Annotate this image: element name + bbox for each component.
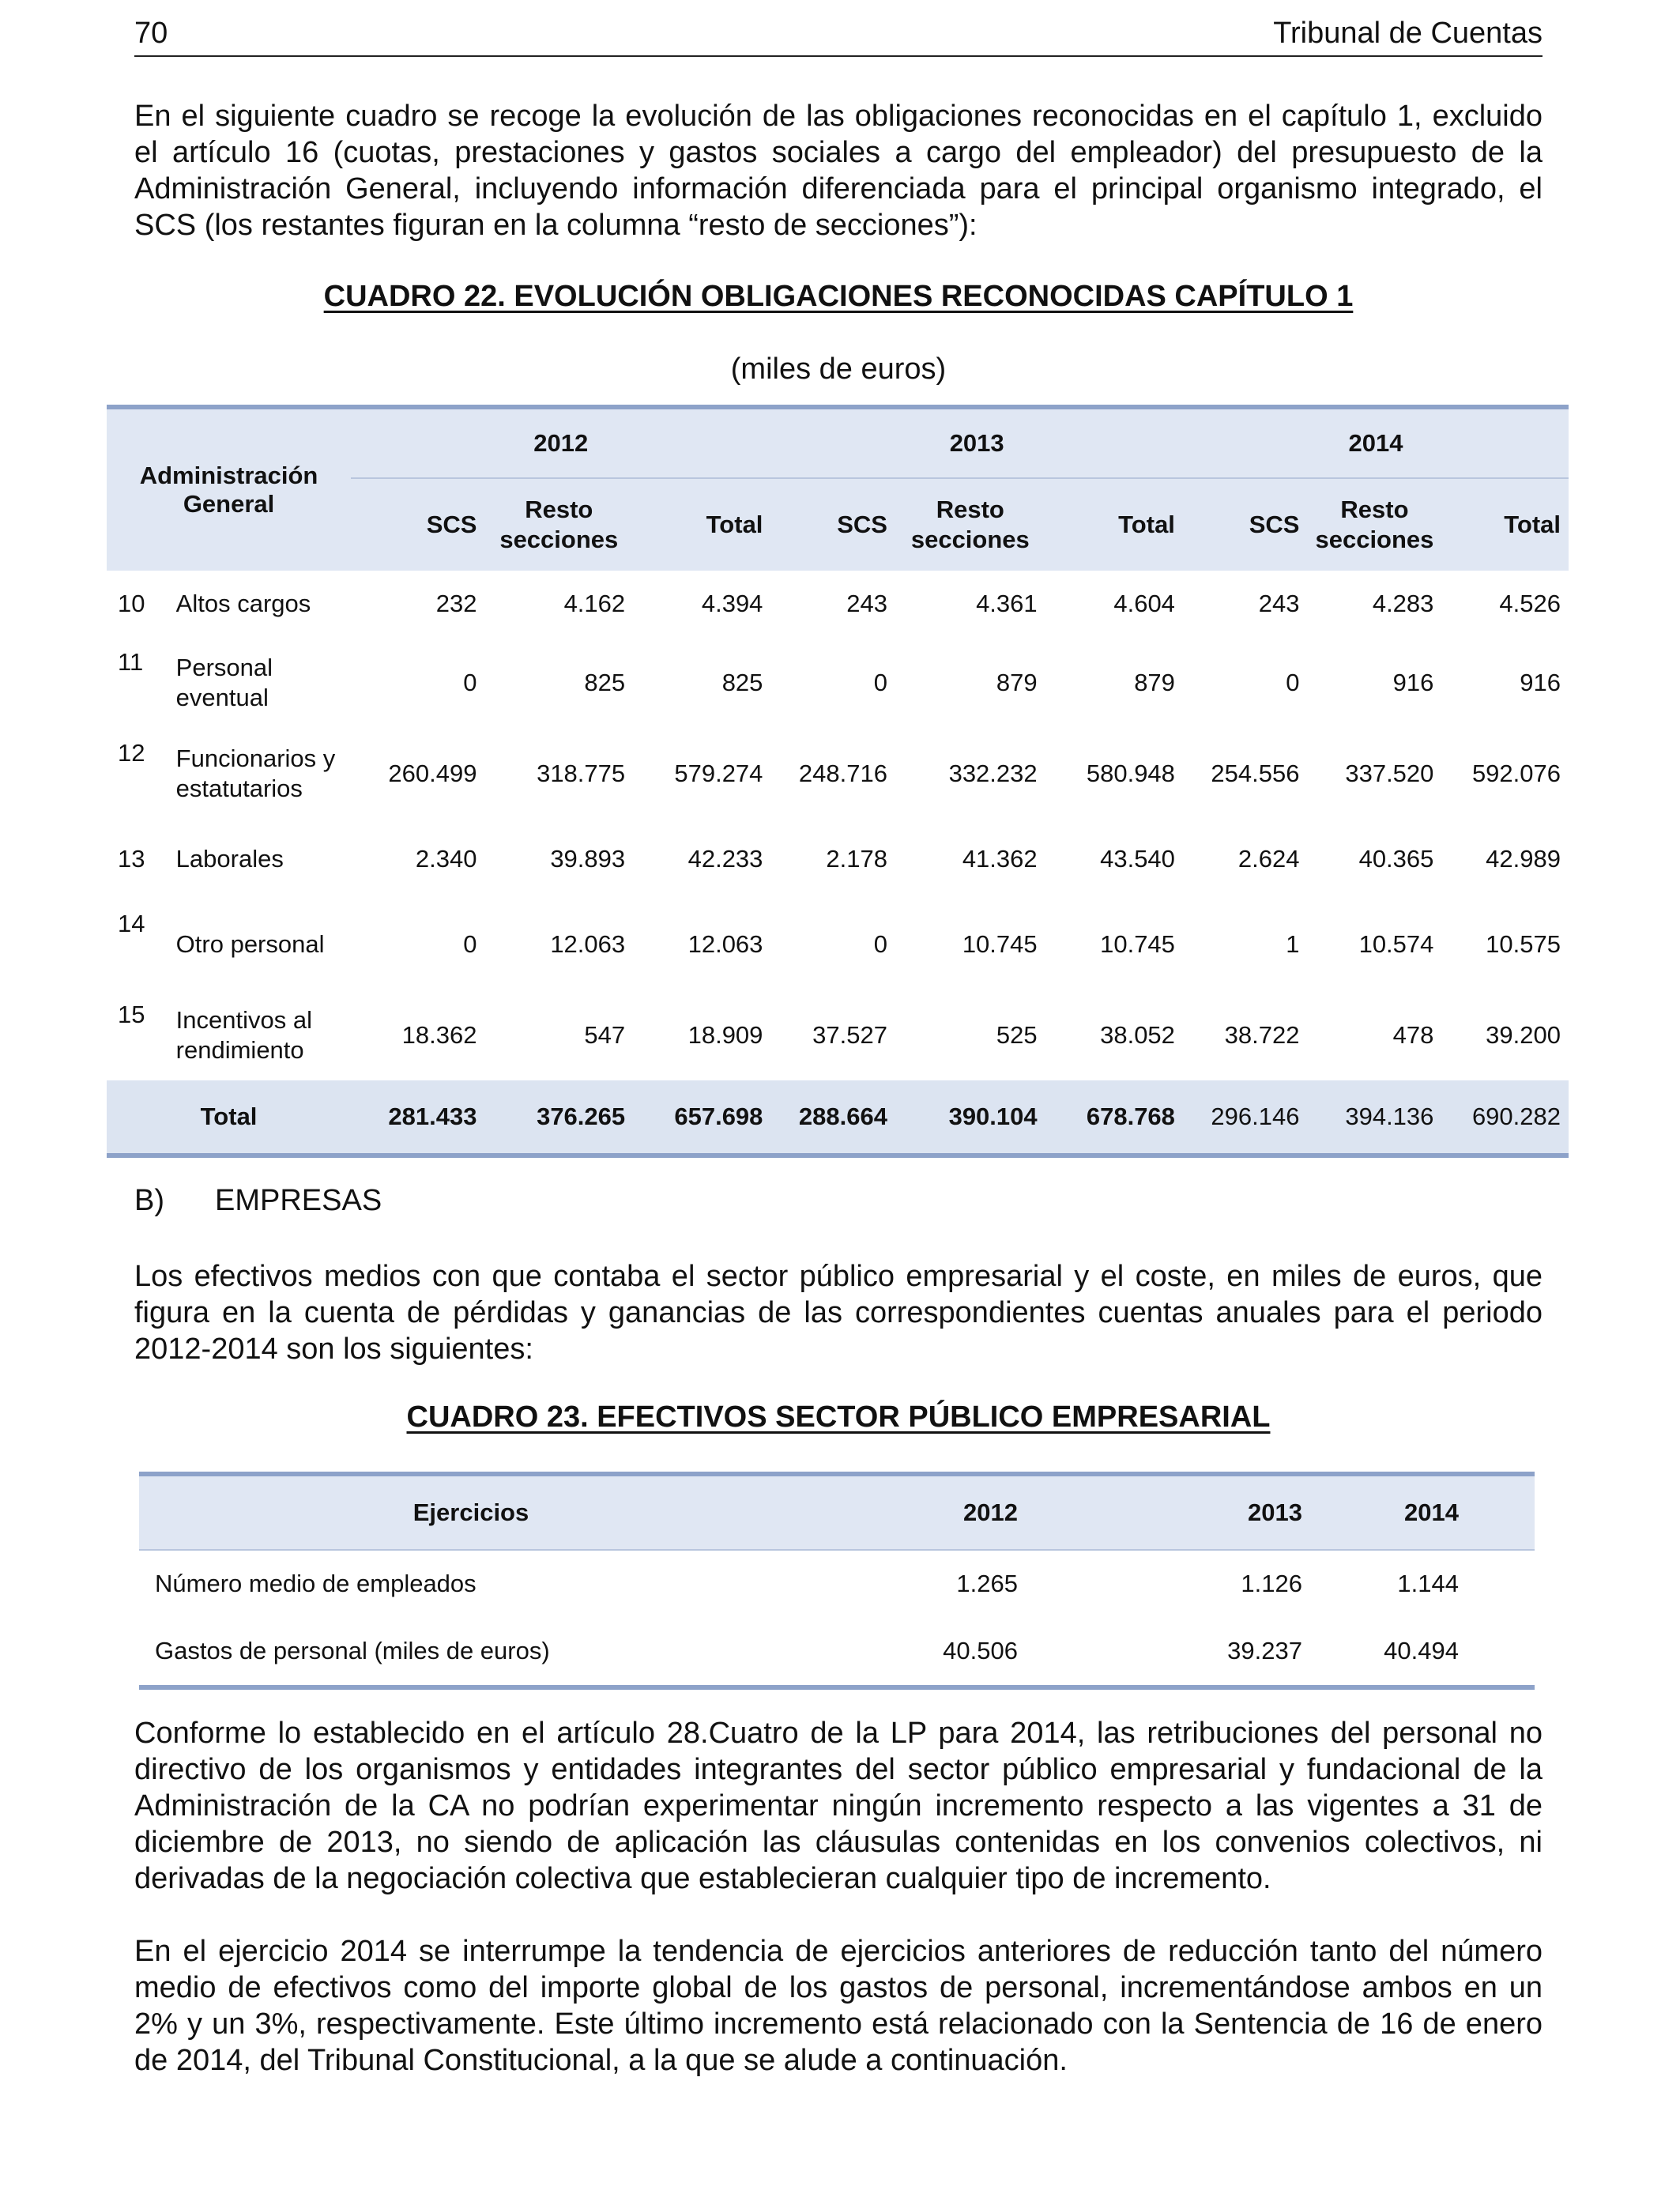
cell-value: 39.200 bbox=[1486, 1020, 1561, 1049]
cell-value: 916 bbox=[1392, 668, 1434, 696]
total-value: 394.136 bbox=[1307, 1080, 1441, 1155]
subheader-scs: SCS bbox=[770, 478, 895, 571]
row-code: 10 bbox=[118, 590, 145, 617]
cell-value: 525 bbox=[996, 1020, 1038, 1049]
year-header-2012: 2012 bbox=[803, 1474, 1094, 1550]
cell-value: 1.126 bbox=[1241, 1570, 1302, 1597]
cell-value: 243 bbox=[1258, 590, 1300, 617]
intro-paragraph: En el siguiente cuadro se recoge la evolución de las obligaciones reconocidas en el capítulo 1, excluido el artículo 16 (cuotas, prestaciones y gastos sociales a cargo del empleador) del presupuesto de la Administración General, incluyendo información diferenciada para el principal organismo integrado, el SCS (los restantes figuran en la columna “resto de secciones”): bbox=[134, 100, 1543, 242]
cell-value: 4.162 bbox=[563, 590, 626, 617]
total-row bbox=[107, 1080, 1569, 1155]
cell-value: 0 bbox=[463, 929, 477, 958]
row-concept: Otro personal bbox=[175, 929, 325, 958]
table-row bbox=[107, 728, 1569, 819]
cell-value: 10.574 bbox=[1358, 929, 1434, 958]
cell-value: 2.178 bbox=[826, 844, 887, 873]
cell-value: 4.283 bbox=[1372, 590, 1434, 617]
row-code: 14 bbox=[118, 910, 145, 937]
cell-value: 478 bbox=[1392, 1020, 1434, 1049]
cell-value: 2.340 bbox=[415, 844, 477, 873]
cell-value: 4.394 bbox=[701, 590, 763, 617]
cell-value: 232 bbox=[435, 590, 477, 617]
cell-value: 40.494 bbox=[1378, 1617, 1535, 1687]
total-value: 296.146 bbox=[1183, 1080, 1308, 1155]
header-title: Tribunal de Cuentas bbox=[1273, 17, 1543, 50]
cell-value: 41.362 bbox=[962, 844, 1038, 873]
cell-value: 879 bbox=[1134, 668, 1175, 696]
total-value: 288.664 bbox=[770, 1080, 895, 1155]
subheader-total: Total bbox=[633, 478, 770, 571]
cell-value: 579.274 bbox=[674, 759, 763, 787]
cuadro22-title: CUADRO 22. EVOLUCIÓN OBLIGACIONES RECONOCIDAS CAPÍTULO 1 bbox=[323, 280, 1354, 313]
conforme-paragraph: Conforme lo establecido en el artículo 28.Cuatro de la LP para 2014, las retribuciones del personal no directivo de los organismos y entidades integrantes del sector público empresarial y fundacional de la Administración de la CA no podrían experimentar ningún incremento respecto a las vigentes a 31 de diciembre de 2013, no siendo de aplicación las cláusulas contenidas en los convenios colectivos, ni derivadas de la negociación colectiva que establecieran cualquier tipo de incremento. bbox=[134, 1717, 1543, 1895]
cuadro22-table bbox=[107, 405, 1569, 1158]
total-value: 678.768 bbox=[1045, 1080, 1183, 1155]
page-header bbox=[134, 14, 1543, 57]
cell-value: 825 bbox=[721, 668, 763, 696]
cell-value: 332.232 bbox=[948, 759, 1038, 787]
year-header-2014: 2014 bbox=[1378, 1474, 1535, 1550]
cell-value: 0 bbox=[1286, 668, 1300, 696]
total-value: 690.282 bbox=[1441, 1080, 1569, 1155]
subheader-resto: Resto secciones bbox=[1307, 478, 1441, 571]
cuadro23-header-row bbox=[139, 1474, 1535, 1550]
cell-value: 42.233 bbox=[687, 844, 763, 873]
cell-value: 18.909 bbox=[687, 1020, 763, 1049]
section-b-heading bbox=[134, 1184, 382, 1218]
cell-value: 10.575 bbox=[1486, 929, 1561, 958]
cell-value: 1 bbox=[1286, 929, 1300, 958]
row-code: 11 bbox=[118, 648, 144, 676]
cell-value: 243 bbox=[846, 590, 887, 617]
cell-value: 547 bbox=[584, 1020, 626, 1049]
cell-value: 42.989 bbox=[1486, 844, 1561, 873]
subheader-scs: SCS bbox=[1183, 478, 1308, 571]
table-row bbox=[107, 571, 1569, 637]
cell-value: 260.499 bbox=[388, 759, 477, 787]
row-code: 13 bbox=[118, 844, 145, 873]
section-letter: B) bbox=[134, 1184, 164, 1217]
cell-value: 1.265 bbox=[956, 1570, 1018, 1597]
subheader-scs: SCS bbox=[351, 478, 484, 571]
cell-value: 12.063 bbox=[687, 929, 763, 958]
cell-value: 4.361 bbox=[976, 590, 1038, 617]
cell-value: 37.527 bbox=[812, 1020, 887, 1049]
ejercicios-header: Ejercicios bbox=[139, 1474, 803, 1550]
cell-value: 916 bbox=[1520, 668, 1561, 696]
cell-value: 12.063 bbox=[550, 929, 626, 958]
cell-value: 254.556 bbox=[1211, 759, 1300, 787]
table-row bbox=[107, 637, 1569, 728]
cell-value: 39.893 bbox=[550, 844, 626, 873]
section-title: EMPRESAS bbox=[215, 1184, 382, 1217]
page-number: 70 bbox=[134, 17, 168, 50]
empresas-paragraph: Los efectivos medios con que contaba el sector público empresarial y el coste, en miles de euros, que figura en la cuenta de pérdidas y ganancias de las correspondientes cuentas anuales para el periodo 2012-2014 son los siguientes: bbox=[134, 1260, 1543, 1366]
cell-value: 10.745 bbox=[962, 929, 1038, 958]
cell-value: 318.775 bbox=[537, 759, 626, 787]
year-header-2013: 2013 bbox=[1094, 1474, 1378, 1550]
total-value: 657.698 bbox=[633, 1080, 770, 1155]
total-value: 390.104 bbox=[895, 1080, 1045, 1155]
table-row bbox=[107, 899, 1569, 990]
row-code: 15 bbox=[118, 1001, 145, 1028]
cell-value: 4.604 bbox=[1113, 590, 1175, 617]
year-header-2014: 2014 bbox=[1183, 407, 1569, 478]
cuadro22-units: (miles de euros) bbox=[730, 352, 947, 386]
row-concept: Funcionarios y estatutarios bbox=[175, 744, 336, 802]
row-concept: Laborales bbox=[175, 844, 284, 873]
cell-value: 0 bbox=[873, 668, 887, 696]
cuadro23-title: CUADRO 23. EFECTIVOS SECTOR PÚBLICO EMPRESARIAL bbox=[406, 1400, 1271, 1434]
cell-value: 10.745 bbox=[1100, 929, 1175, 958]
cell-value: 2.624 bbox=[1237, 844, 1300, 873]
row-label: Gastos de personal (miles de euros) bbox=[139, 1617, 803, 1687]
cell-value: 0 bbox=[463, 668, 477, 696]
total-label: Total bbox=[107, 1080, 351, 1155]
cell-value: 18.362 bbox=[401, 1020, 477, 1049]
cell-value: 580.948 bbox=[1086, 759, 1175, 787]
row-concept: Personal eventual bbox=[175, 653, 273, 711]
row-concept: Incentivos al rendimiento bbox=[175, 1005, 312, 1064]
table-row bbox=[107, 819, 1569, 899]
subheader-total: Total bbox=[1045, 478, 1183, 571]
cell-value: 879 bbox=[996, 668, 1038, 696]
table-row bbox=[139, 1550, 1535, 1617]
cell-value: 38.722 bbox=[1224, 1020, 1300, 1049]
subheader-total: Total bbox=[1441, 478, 1569, 571]
subheader-resto: Resto secciones bbox=[895, 478, 1045, 571]
table-row bbox=[139, 1617, 1535, 1687]
cell-value: 38.052 bbox=[1100, 1020, 1175, 1049]
year-header-2012: 2012 bbox=[351, 407, 770, 478]
cell-value: 1.144 bbox=[1397, 1570, 1459, 1597]
cell-value: 39.237 bbox=[1094, 1617, 1378, 1687]
cell-value: 337.520 bbox=[1345, 759, 1434, 787]
year-header-2013: 2013 bbox=[770, 407, 1183, 478]
cell-value: 248.716 bbox=[798, 759, 887, 787]
subheader-resto: Resto secciones bbox=[484, 478, 633, 571]
cell-value: 40.365 bbox=[1358, 844, 1434, 873]
ejercicio-paragraph: En el ejercicio 2014 se interrumpe la tendencia de ejercicios anteriores de reducción tanto del número medio de efectivos como del importe global de los gastos de personal, incrementándose ambos en un 2% y un 3%, respectivamente. Este último incremento está relacionado con la Sentencia de 16 de enero de 2014, del Tribunal Constitucional, a la que se alude a continuación. bbox=[134, 1935, 1543, 2077]
total-value: 376.265 bbox=[484, 1080, 633, 1155]
row-concept: Altos cargos bbox=[175, 590, 311, 617]
total-value: 281.433 bbox=[351, 1080, 484, 1155]
cuadro22-year-header-row bbox=[107, 407, 1569, 478]
cell-value: 43.540 bbox=[1100, 844, 1175, 873]
cell-value: 592.076 bbox=[1471, 759, 1561, 787]
row-code: 12 bbox=[118, 739, 145, 767]
cell-value: 825 bbox=[584, 668, 626, 696]
cell-value: 0 bbox=[873, 929, 887, 958]
table-row bbox=[107, 990, 1569, 1080]
cuadro23-table bbox=[139, 1472, 1535, 1690]
admin-general-header: Administración General bbox=[107, 407, 351, 571]
cell-value: 4.526 bbox=[1499, 590, 1561, 617]
cell-value: 40.506 bbox=[803, 1617, 1094, 1687]
row-label: Número medio de empleados bbox=[155, 1570, 477, 1597]
